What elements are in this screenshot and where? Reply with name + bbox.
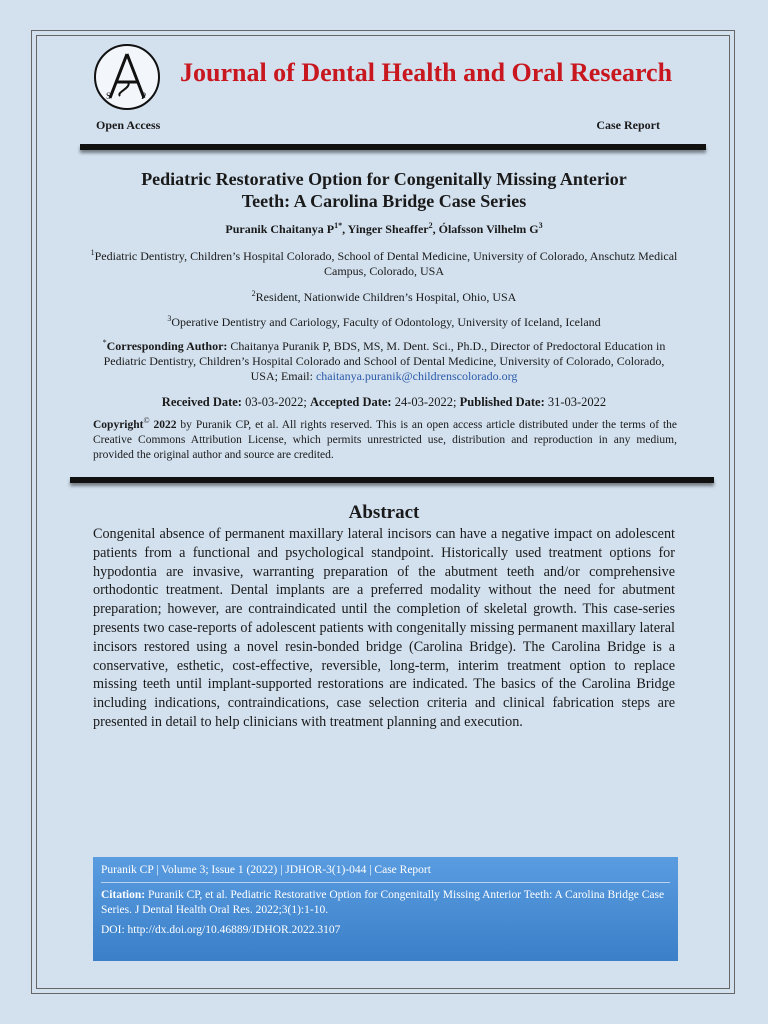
journal-logo: [94, 44, 160, 110]
citation-footer: [93, 857, 678, 961]
copyright-label: Copyright: [93, 419, 144, 431]
received-label: Received Date:: [161, 395, 242, 409]
author-name: Puranik Chaitanya P: [225, 222, 335, 236]
corresponding-author: [90, 339, 678, 384]
footer-doi-link[interactable]: DOI: http://dx.doi.org/10.46889/JDHOR.2022.3107: [101, 924, 341, 936]
article-dates: Received Date: 03-03-2022; Accepted Date: 24-03-2022; Published Date: 31-03-2022: [161, 395, 607, 409]
corresponding-mark: *: [102, 338, 107, 347]
footer-citation: [101, 888, 670, 918]
abstract-text: Congenital absence of permanent maxillary lateral incisors can have a negative impact on adolescent patients from a functional and psychological standpoint. Historically used treatment options for hypodontia are invasive, warranting preparation of the abutment teeth and/or comprehensive orthodontic treatment. Dental implants are a preferred modality without the need for abutment preparation; however, are contraindicated until the completion of skeletal growth. This case-series presents two case-reports of adolescent patients with congenitally missing permanent maxillary lateral incisors restored using a novel resin-bonded bridge (Carolina Bridge). The Carolina Bridge is a conservative, esthetic, cost-effective, reversible, long-term, interim treatment option to replace missing teeth until implant-supported restorations are indicated. The basics of the Carolina Bridge including indications, contraindications, case selection criteria and clinical fabrication steps are presented in detail to help clinicians with treatment planning and execution.: [93, 526, 675, 730]
received-date: 03-03-2022: [245, 395, 304, 409]
journal-title: Journal of Dental Health and Oral Research: [180, 58, 673, 87]
affiliation-1: [90, 249, 678, 279]
author-sup: 3: [538, 221, 543, 230]
corresponding-email-link[interactable]: chaitanya.puranik@childrenscolorado.org: [315, 369, 518, 383]
corresponding-label: Corresponding Author:: [106, 339, 228, 353]
svg-text:P: P: [141, 91, 147, 101]
copyright-symbol: ©: [143, 416, 150, 426]
section-rule: [70, 477, 714, 483]
citation-text: Puranik CP, et al. Pediatric Restorative Option for Congenitally Missing Anterior Teeth: A Carolina Bridge Case Series. J Dental Health Oral Res. 2022;3(1):1-10.: [101, 889, 665, 916]
author-name: Ólafsson Vilhelm G: [438, 222, 539, 236]
abstract-heading: Abstract: [348, 502, 420, 523]
affiliation-text: Pediatric Dentistry, Children’s Hospital Colorado, School of Dental Medicine, University of Colorado, Anschutz Medical Campus, Colorado, USA: [94, 249, 678, 278]
footer-divider: [101, 882, 670, 883]
copyright-year: 2022: [153, 419, 177, 431]
affiliation-2: [90, 290, 678, 305]
published-label: Published Date:: [459, 395, 545, 409]
open-access-label: Open Access: [96, 118, 161, 132]
affiliation-number: 1: [90, 248, 95, 257]
affiliation-number: 2: [251, 289, 256, 298]
author-sup: 1*: [334, 221, 343, 230]
copyright-notice: [93, 418, 677, 463]
copyright-text: by Puranik CP, et al. All rights reserved. This is an open access article distributed under the terms of the Creative Commons Attribution License, which permits unrestricted use, distribution and reproduction in any medium, provided the original author and source are credited.: [93, 419, 678, 461]
paper-title: [80, 168, 688, 212]
accepted-date: 24-03-2022: [394, 395, 454, 409]
affiliation-text: Resident, Nationwide Children’s Hospital, Ohio, USA: [255, 290, 517, 304]
header-rule: [80, 144, 706, 150]
affiliation-3: [90, 315, 678, 330]
paper-title-line-2: Teeth: A Carolina Bridge Case Series: [241, 191, 527, 211]
affiliation-text: Operative Dentistry and Cariology, Faculty of Odontology, University of Iceland, Iceland: [171, 315, 601, 329]
accepted-label: Accepted Date:: [310, 395, 392, 409]
citation-label: Citation:: [101, 889, 146, 901]
author-list: Puranik Chaitanya $P^{1*}$, Yinger Sheaffer$^2$, Ólafsson Vilhelm $G^3$: [225, 221, 543, 236]
affiliation-number: 3: [167, 314, 172, 323]
author-name: Yinger Sheaffer: [347, 222, 429, 236]
published-date: 31-03-2022: [547, 395, 607, 409]
author-sup: 2: [428, 221, 433, 230]
corresponding-text: Chaitanya Puranik P, BDS, MS, M. Dent. Sci., Ph.D., Director of Predoctoral Education in Pediatric Dentistry, Children’s Hospital Colorado and School of Dental Medicine, University of Colorado, Colorado, USA; Email:: [103, 339, 666, 383]
paper-title-line-1: Pediatric Restorative Option for Congenitally Missing Anterior: [141, 169, 627, 189]
svg-text:S: S: [106, 91, 112, 101]
footer-issue-line: Puranik CP | Volume 3; Issue 1 (2022) | JDHOR-3(1)-044 | Case Report: [101, 864, 431, 876]
article-type-label: Case Report: [596, 118, 660, 132]
